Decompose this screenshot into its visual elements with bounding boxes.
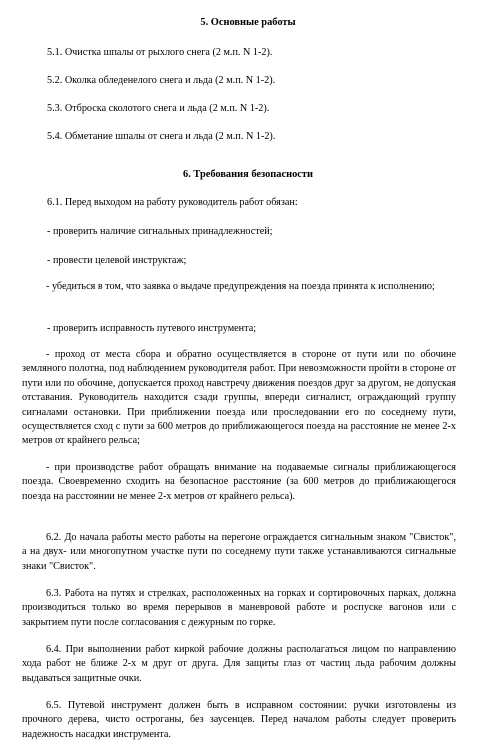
- bullet-briefing: - провести целевой инструктаж;: [47, 255, 187, 266]
- bullet-passage-rules: - проход от места сбора и обратно осуществляется в стороне от пути или по обочине земляного полотна, под наблюдением руководителя работ. При невозможности пройти в стороне от пути или по обочине, допускается проход навстречу движения поездов друг за другом, не допуская отставания. Руководитель находится сзади группы, впереди сигналист, ограждающий группу сигналами остановки. При приближении поезда или проследовании его по соседнему пути, осуществляется сход с пути за 600 метров до приближающегося поезда на расстояние не менее 2-х метров от крайнего рельса;: [22, 349, 456, 447]
- paragraph-6-5: 6.5. Путевой инструмент должен быть в исправном состоянии: ручки изготовлены из прочного дерева, чисто остроганы, без заусенцев. Перед началом работы следует проверить надежность насадки инструмента.: [22, 700, 456, 740]
- section-6-heading: 6. Требования безопасности: [183, 169, 313, 180]
- section-5-heading: 5. Основные работы: [200, 17, 296, 28]
- paragraph-6-2: 6.2. До начала работы место работы на перегоне ограждается сигнальным знаком "Свисток", а на двух- или многопутном участке пути по соседнему пути также устанавливаются сигнальные знаки "Свисток".: [22, 532, 456, 572]
- bullet-tool-check: - проверить исправность путевого инструмента;: [47, 323, 257, 334]
- paragraph-6-4: 6.4. При выполнении работ киркой рабочие должны располагаться лицом по направлению хода работ не ближе 2-х м друг от друга. Для защиты глаз от частиц льда рабочим должны выдаваться защитные очки.: [22, 644, 456, 684]
- bullet-train-signals: - при производстве работ обращать внимание на подаваемые сигналы приближающегося поезда. Своевременно сходить на безопасное расстояние (за 600 метров до приближающегося поезда на расстоянии не менее 2-х метров от крайнего рельса).: [22, 462, 456, 502]
- bullet-signal-equipment: - проверить наличие сигнальных принадлежностей;: [47, 226, 273, 237]
- bullet-warning-request: - убедиться в том, что заявка о выдаче предупреждения на поезда принята к исполнению;: [46, 281, 435, 292]
- paragraph-6-1-intro: 6.1. Перед выходом на работу руководитель работ обязан:: [47, 197, 298, 208]
- item-5-3: 5.3. Отброска сколотого снега и льда (2 м.п. N 1-2).: [47, 103, 270, 114]
- item-5-2: 5.2. Околка обледенелого снега и льда (2 м.п. N 1-2).: [47, 75, 276, 86]
- item-5-4: 5.4. Обметание шпалы от снега и льда (2 м.п. N 1-2).: [47, 131, 276, 142]
- paragraph-6-3: 6.3. Работа на путях и стрелках, расположенных на горках и сортировочных парках, должна производиться только во время перерывов в маневровой работе и роспуске вагонов или с закрытием пути после согласования с дежурным по горке.: [22, 588, 456, 628]
- item-5-1: 5.1. Очистка шпалы от рыхлого снега (2 м.п. N 1-2).: [47, 47, 273, 58]
